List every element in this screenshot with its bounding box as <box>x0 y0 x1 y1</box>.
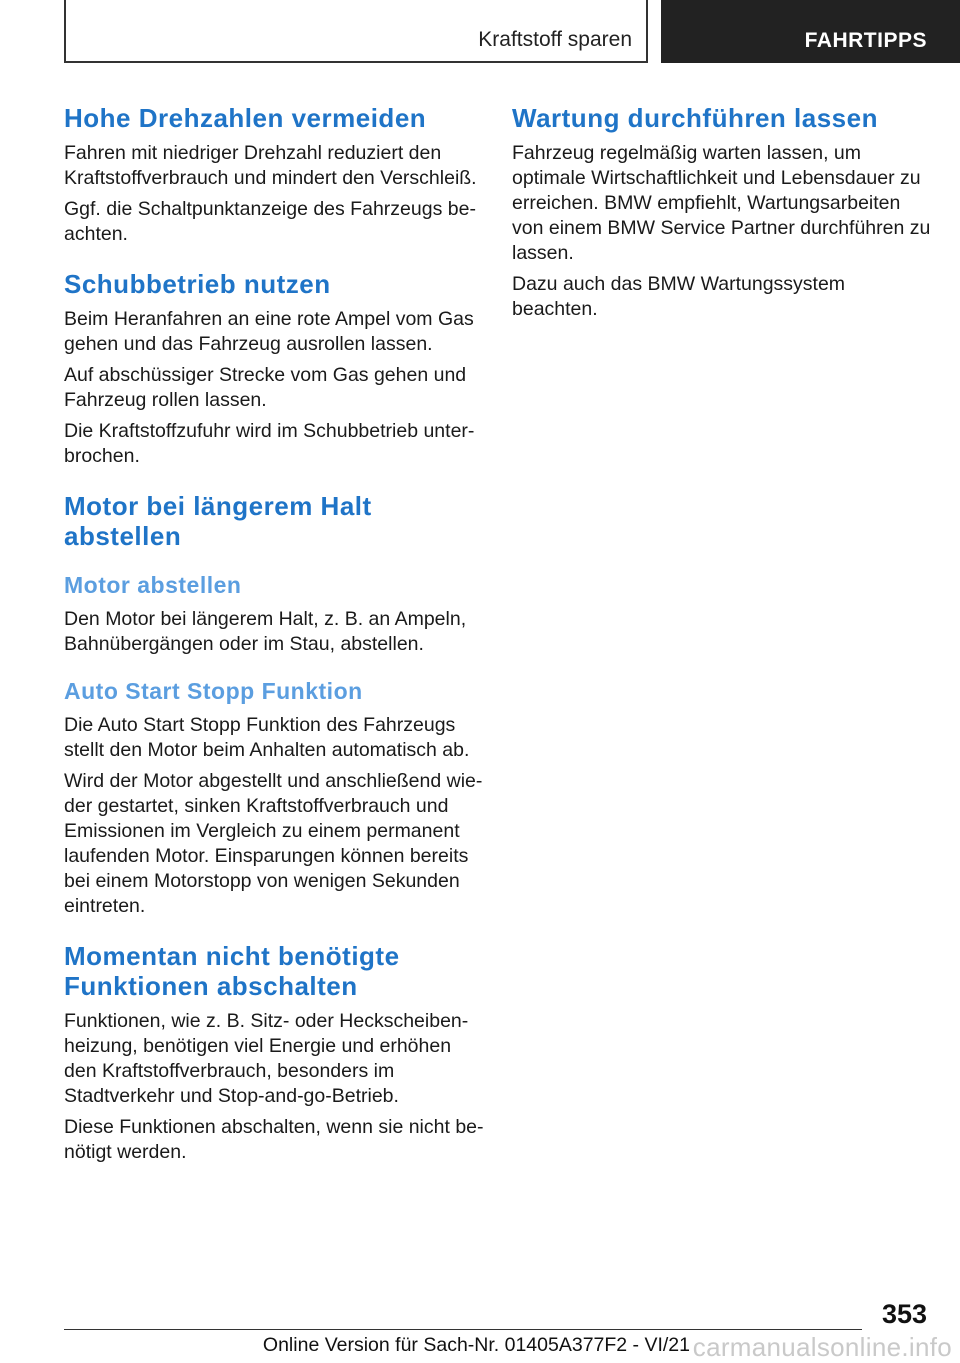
header-section-box <box>64 0 648 63</box>
paragraph: Diese Funktionen abschalten, wenn sie nicht benötigt werden. <box>64 1116 484 1163</box>
heading-motor-halt: Motor bei längerem Halt abstellen <box>64 491 372 551</box>
footer-divider <box>64 1329 862 1330</box>
paragraph: Fahren mit niedriger Drehzahl reduziert den Kraftstoffverbrauch und mindert den Verschleiß. <box>64 142 477 189</box>
paragraph: Beim Heranfahren an eine rote Ampel vom Gas gehen und das Fahrzeug ausrollen lassen. <box>64 308 474 355</box>
subheading-motor-abstellen: Motor abstellen <box>64 572 242 598</box>
paragraph: Die Auto Start Stopp Funktion des Fahrzeugs stellt den Motor beim Anhalten automatisch ab. <box>64 714 470 761</box>
page-number: 353 <box>881 1299 927 1329</box>
header-chapter-tab <box>661 0 960 63</box>
header-section-label: Kraftstoff sparen <box>478 28 632 51</box>
left-column <box>64 103 484 1165</box>
heading-schubbetrieb: Schubbetrieb nutzen <box>64 269 331 299</box>
paragraph: Fahrzeug regelmäßig warten lassen, um optimale Wirtschaftlichkeit und Lebensdauer zu erreichen. BMW empfiehlt, Wartungsarbeiten von einem BMW Service Partner durchführen zu lassen. <box>512 142 931 264</box>
subheading-auto-start-stopp: Auto Start Stopp Funktion <box>64 678 363 704</box>
paragraph: Ggf. die Schaltpunktanzeige des Fahrzeugs beachten. <box>64 198 476 245</box>
heading-wartung: Wartung durchführen lassen <box>512 103 878 133</box>
heading-hohe-drehzahlen: Hohe Drehzahlen vermeiden <box>64 103 427 133</box>
watermark: carmanualsonline.info <box>692 1332 952 1362</box>
paragraph: Funktionen, wie z. B. Sitz- oder Heckscheibenheizung, benötigen viel Energie und erhöhen den Kraftstoffverbrauch, besonders im Stadtverkehr und Stop-and-go-Betrieb. <box>64 1010 469 1107</box>
heading-funktionen-abschalten: Momentan nicht benötigte Funktionen abschalten <box>64 941 400 1001</box>
paragraph: Auf abschüssiger Strecke vom Gas gehen und Fahrzeug rollen lassen. <box>64 364 467 411</box>
paragraph: Wird der Motor abgestellt und anschließend wieder gestartet, sinken Kraftstoffverbrauch und Emissionen im Vergleich zu einem permanent laufenden Motor. Einsparungen können bereits bei einem Motorstopp von wenigen Sekunden eintreten. <box>64 770 483 917</box>
paragraph: Den Motor bei längerem Halt, z. B. an Ampeln, Bahnübergängen oder im Stau, abstellen. <box>64 608 467 655</box>
header-chapter-label: FAHRTIPPS <box>804 29 927 52</box>
paragraph: Dazu auch das BMW Wartungssystem beachten. <box>512 273 846 320</box>
footer-version: Online Version für Sach-Nr. 01405A377F2 - VI/21 <box>262 1334 690 1356</box>
right-column <box>512 103 932 322</box>
paragraph: Die Kraftstoffzufuhr wird im Schubbetrieb unterbrochen. <box>64 420 475 467</box>
